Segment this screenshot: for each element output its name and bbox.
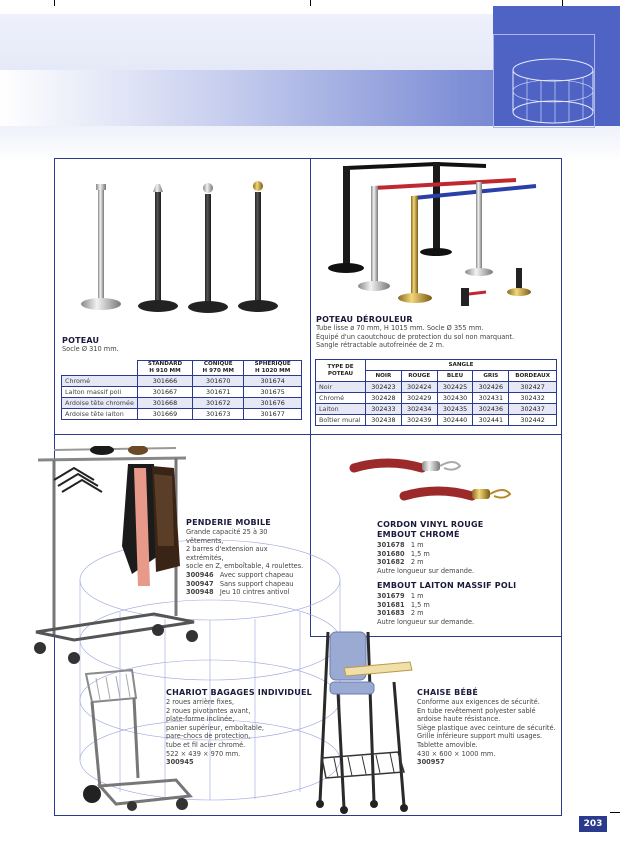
table-row: Chromé 302428 302429 302430 302431 302432 (316, 393, 557, 404)
derouleur-color-header: BORDEAUX (509, 371, 557, 382)
derouleur-table (315, 359, 557, 426)
derouleur-sangle-header: SANGLE (366, 360, 557, 371)
derouleur-color-header: BLEU (437, 371, 473, 382)
penderie-title: PENDERIE MOBILE (186, 518, 271, 527)
poteau-col-header: SPHÉRIQUE H 1020 MM (244, 361, 302, 376)
table-row: Ardoise tête laiton 301669 301673 301677 (62, 409, 302, 420)
table-row: Ardoise tête chromée 301668 301672 301676 (62, 398, 302, 409)
derouleur-type-header: TYPE DE POTEAU (316, 360, 366, 382)
cordon-title-rouge: CORDON VINYL ROUGE (377, 520, 484, 529)
divider-vertical-top (310, 158, 311, 434)
cordon-laiton-list: 301679 1 m 301681 1,5 m 301683 2 m Autre longueur sur demande. (377, 592, 475, 626)
derouleur-color-header: NOIR (366, 371, 402, 382)
derouleur-color-header: GRIS (473, 371, 509, 382)
poteau-derouleur-illustration (316, 160, 556, 310)
crop-mark (610, 812, 620, 813)
poteau-illustration (78, 178, 298, 318)
chaise-illustration (314, 622, 414, 818)
poteau-col-header: CONIQUE H 970 MM (193, 361, 244, 376)
derouleur-desc: Tube lisse ø 70 mm, H 1015 mm. Socle Ø 355 mm. Équipé d'un caoutchouc de protection du sol non marquant. Sangle rétractable autofreinée de 2 m. (316, 324, 515, 350)
crop-mark (54, 0, 55, 6)
table-row: Chromé 301666 301670 301674 (62, 376, 302, 387)
chariot-desc: 2 roues arrière fixes, 2 roues pivotantes avant, plate-forme inclinée, panier supérieur, emboîtable, pare-chocs de protection, tube et fil acier chromé. 522 × 439 × 970 mm. 300945 (166, 698, 264, 767)
crop-mark (562, 0, 563, 6)
penderie-illustration (34, 446, 204, 668)
divider-horizontal (54, 434, 562, 435)
wire-cylinder-illustration (505, 52, 605, 130)
table-row: Noir 302423 302424 302425 302426 302427 (316, 382, 557, 393)
poteau-table (61, 360, 302, 420)
penderie-desc: Grande capacité 25 à 30 vêtements, 2 barres d'extension aux extrémités, socle en Z, emboîtable, 4 roulettes. 300946 Avec support chapeau 300947 Sans support chapeau 300948 Jeu 10 cintres antivol (186, 528, 304, 597)
poteau-subtitle: Socle Ø 310 mm. (62, 345, 119, 353)
table-row: Boîtier mural 302438 302439 302440 302441 302442 (316, 415, 557, 426)
cordon-title-chrome: EMBOUT CHROMÉ (377, 530, 460, 539)
derouleur-title: POTEAU DÉROULEUR (316, 315, 413, 324)
table-row: Laiton 302433 302434 302435 302436 302437 (316, 404, 557, 415)
crop-mark (310, 0, 311, 6)
page-number: 203 (579, 816, 607, 832)
poteau-title: POTEAU (62, 336, 100, 345)
chaise-desc: Conforme aux exigences de sécurité. En tube revêtement polyester sablé ardoise haute résistance. Siège plastique avec ceinture de sécurité. Grille inférieure support multi usages. Tablette amovible. 430 × 600 × 1000 mm. 300957 (417, 698, 556, 767)
cordon-title-laiton: EMBOUT LAITON MASSIF POLI (377, 581, 517, 590)
chaise-title: CHAISE BÉBÉ (417, 688, 479, 697)
derouleur-color-header: ROUGE (401, 371, 437, 382)
cordon-illustration (348, 452, 548, 510)
poteau-col-header: STANDARD H 910 MM (137, 361, 192, 376)
table-row: Laiton massif poli 301667 301671 301675 (62, 387, 302, 398)
chariot-title: CHARIOT BAGAGES INDIVIDUEL (166, 688, 312, 697)
cordon-chrome-list: 301678 1 m 301680 1,5 m 301682 2 m Autre longueur sur demande. (377, 541, 475, 575)
